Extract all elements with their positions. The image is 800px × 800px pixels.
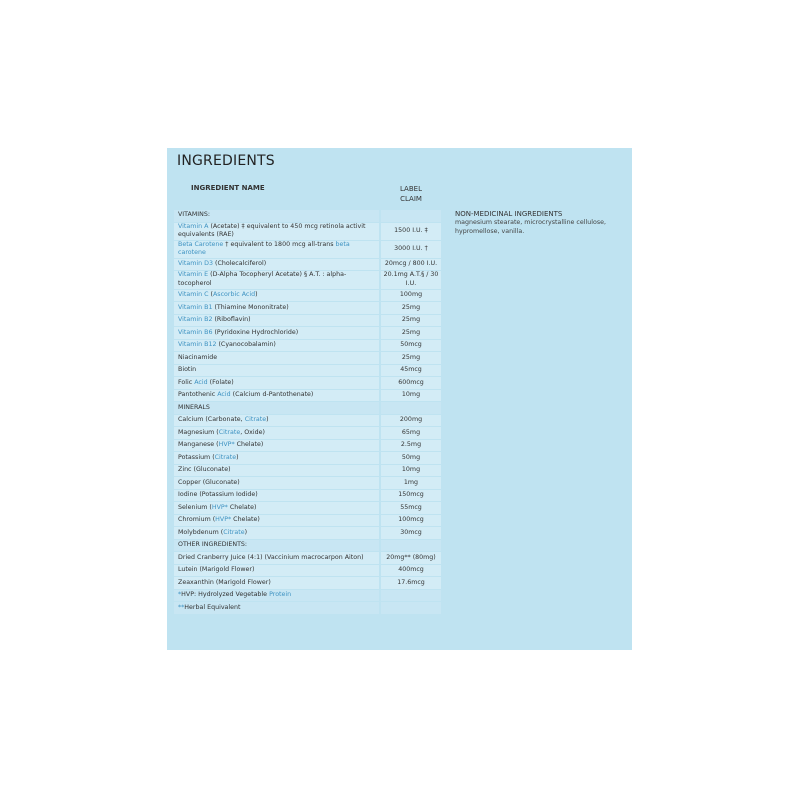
label-claim-cell: 10mg <box>381 390 441 403</box>
ingredient-name-text <box>178 516 260 525</box>
name-fragment: Dried Cranberry Juice (4:1) (Vaccinium macrocarpon Aiton) <box>178 553 364 561</box>
label-claim-cell: 150mcg <box>381 490 441 503</box>
ingredient-name-cell <box>174 590 379 603</box>
ingredient-name-cell <box>174 577 379 590</box>
ingredient-name-text <box>178 479 240 488</box>
table-row <box>174 527 441 540</box>
name-fragment: Chromium ( <box>178 516 216 524</box>
label-claim-cell: 400mcg <box>381 565 441 578</box>
name-fragment: † equivalent to 1800 mcg all-trans <box>223 240 336 248</box>
name-fragment: Chelate) <box>227 503 257 511</box>
name-fragment: Chelate) <box>234 441 264 449</box>
highlighted-term: Vitamin B1 <box>178 303 213 311</box>
label-claim-cell: 20mcg / 800 I.U. <box>381 259 441 272</box>
column-header-label-claim <box>381 184 441 204</box>
label-claim-cell: 20.1mg A.T.§ / 30 I.U. <box>381 271 441 289</box>
highlighted-term: Vitamin B2 <box>178 316 213 324</box>
ingredient-name-cell <box>174 477 379 490</box>
ingredient-name-cell <box>174 390 379 403</box>
label-claim-cell <box>381 540 441 553</box>
name-fragment: ) <box>236 453 239 461</box>
ingredient-name-text <box>178 329 298 338</box>
label-claim-cell: 1500 I.U. ‡ <box>381 223 441 241</box>
name-fragment: ) <box>244 528 248 536</box>
ingredient-name-text <box>178 260 266 269</box>
highlighted-term: Vitamin E <box>178 271 209 279</box>
name-fragment: (Pyridoxine Hydrochloride) <box>212 328 299 336</box>
ingredient-name-text <box>178 366 196 375</box>
label-claim-cell <box>381 590 441 603</box>
ingredient-name-text <box>178 429 265 438</box>
ingredient-name-cell <box>174 327 379 340</box>
highlighted-term: Protein <box>269 591 292 599</box>
ingredient-name-text <box>178 454 239 463</box>
column-header-ingredient-name: INGREDIENT NAME <box>191 184 265 192</box>
highlighted-term: ** <box>178 603 185 611</box>
column-header-claim-line2: CLAIM <box>400 195 422 203</box>
table-row <box>174 452 441 465</box>
ingredient-name-text <box>178 541 247 550</box>
table-row <box>174 502 441 515</box>
label-claim-cell: 30mcg <box>381 527 441 540</box>
name-fragment: (Thiamine Mononitrate) <box>212 303 289 311</box>
name-fragment: OTHER INGREDIENTS: <box>178 541 248 549</box>
table-row <box>174 552 441 565</box>
ingredient-name-cell <box>174 402 379 415</box>
highlighted-term: Citrate <box>244 416 267 424</box>
label-claim-cell <box>381 602 441 615</box>
name-fragment: ( <box>208 291 213 299</box>
label-claim-cell: 25mg <box>381 352 441 365</box>
table-row <box>174 440 441 453</box>
table-row <box>174 490 441 503</box>
label-claim-cell: 25mg <box>381 302 441 315</box>
highlighted-term: Vitamin D3 <box>178 260 213 268</box>
ingredient-name-cell <box>174 452 379 465</box>
table-row <box>174 259 441 272</box>
name-fragment: Chelate) <box>231 516 260 524</box>
ingredient-name-text <box>178 416 269 425</box>
ingredient-name-text <box>178 291 258 300</box>
label-claim-cell: 25mg <box>381 327 441 340</box>
table-row <box>174 565 441 578</box>
highlighted-term: Acid <box>194 378 208 386</box>
table-row <box>174 365 441 378</box>
name-fragment: MINERALS <box>178 403 210 411</box>
highlighted-term: HVP* <box>218 441 235 449</box>
ingredient-name-cell <box>174 377 379 390</box>
label-claim-cell: 100mcg <box>381 515 441 528</box>
ingredient-name-cell <box>174 527 379 540</box>
section-row <box>174 540 441 553</box>
ingredient-name-cell <box>174 565 379 578</box>
ingredient-name-text <box>178 304 289 313</box>
name-fragment: Iodine (Potassium Iodide) <box>178 491 258 499</box>
highlighted-term: Citrate <box>214 453 237 461</box>
footnote-row <box>174 590 441 603</box>
name-fragment: , Oxide) <box>240 428 265 436</box>
label-claim-cell: 600mcg <box>381 377 441 390</box>
table-row <box>174 427 441 440</box>
panel-title: INGREDIENTS <box>177 153 275 169</box>
highlighted-term: * <box>178 591 182 599</box>
ingredient-name-cell <box>174 540 379 553</box>
label-claim-cell <box>381 402 441 415</box>
table-row <box>174 271 441 289</box>
ingredient-name-text <box>178 354 217 363</box>
ingredient-name-cell <box>174 365 379 378</box>
ingredient-name-cell <box>174 502 379 515</box>
column-header-claim-line1: LABEL <box>400 185 422 193</box>
non-medicinal-ingredients <box>455 210 630 236</box>
label-claim-cell: 50mcg <box>381 340 441 353</box>
ingredient-name-cell <box>174 241 379 259</box>
label-claim-cell: 20mg** (80mg) <box>381 552 441 565</box>
ingredient-name-cell <box>174 490 379 503</box>
name-fragment: Zinc (Gluconate) <box>178 466 231 474</box>
ingredient-name-cell <box>174 271 379 289</box>
table-row <box>174 390 441 403</box>
name-fragment: Selenium ( <box>178 503 212 511</box>
ingredient-name-cell <box>174 602 379 615</box>
section-row <box>174 402 441 415</box>
ingredient-name-text <box>178 591 291 600</box>
name-fragment: (Riboflavin) <box>212 316 251 324</box>
ingredient-name-text <box>178 379 234 388</box>
ingredient-name-text <box>178 441 263 450</box>
table-row <box>174 577 441 590</box>
label-claim-cell: 65mg <box>381 427 441 440</box>
label-claim-cell: 10mg <box>381 465 441 478</box>
ingredient-name-text <box>178 391 313 400</box>
ingredient-name-cell <box>174 515 379 528</box>
ingredient-name-cell <box>174 465 379 478</box>
ingredient-name-text <box>178 341 276 350</box>
table-row <box>174 415 441 428</box>
ingredient-name-cell <box>174 427 379 440</box>
name-fragment: Lutein (Marigold Flower) <box>178 566 255 574</box>
highlighted-term: Vitamin C <box>178 291 209 299</box>
ingredient-name-text <box>178 404 210 413</box>
highlighted-term: HVP* <box>211 503 228 511</box>
table-row <box>174 377 441 390</box>
name-fragment: VITAMINS: <box>178 211 210 219</box>
label-claim-cell: 17.6mcg <box>381 577 441 590</box>
ingredient-name-cell <box>174 440 379 453</box>
non-medicinal-text: magnesium stearate, microcrystalline cellulose, hypromellose, vanilla. <box>455 219 607 235</box>
name-fragment: (Cyanocobalamin) <box>216 341 276 349</box>
footnote-row <box>174 602 441 615</box>
table-row <box>174 515 441 528</box>
table-row <box>174 352 441 365</box>
label-claim-cell: 25mg <box>381 315 441 328</box>
name-fragment: Calcium (Carbonate, <box>178 416 245 424</box>
ingredient-name-text <box>178 566 254 575</box>
label-claim-cell <box>381 210 441 223</box>
name-fragment: Molybdenum ( <box>178 528 224 536</box>
non-medicinal-title: NON-MEDICINAL INGREDIENTS <box>455 210 563 218</box>
highlighted-term: HVP* <box>215 516 232 524</box>
ingredient-name-cell <box>174 259 379 272</box>
section-row <box>174 210 441 223</box>
name-fragment: (Folate) <box>207 378 234 386</box>
name-fragment: Folic <box>178 378 195 386</box>
ingredient-name-text <box>178 529 247 538</box>
table-row <box>174 241 441 259</box>
label-claim-cell: 1mg <box>381 477 441 490</box>
label-claim-cell: 3000 I.U. † <box>381 241 441 259</box>
name-fragment: Manganese ( <box>178 441 219 449</box>
ingredient-name-cell <box>174 302 379 315</box>
ingredient-name-cell <box>174 223 379 241</box>
ingredient-name-text <box>178 466 231 475</box>
highlighted-term: Vitamin B6 <box>178 328 213 336</box>
name-fragment: ) <box>266 416 269 424</box>
table-row <box>174 477 441 490</box>
ingredient-name-cell <box>174 415 379 428</box>
name-fragment: Herbal Equivalent <box>184 603 241 611</box>
name-fragment: Copper (Gluconate) <box>178 478 240 486</box>
table-row <box>174 465 441 478</box>
table-row <box>174 223 441 241</box>
name-fragment: Zeaxanthin (Marigold Flower) <box>178 578 271 586</box>
label-claim-cell: 100mg <box>381 290 441 303</box>
label-claim-cell: 50mg <box>381 452 441 465</box>
label-claim-cell: 45mcg <box>381 365 441 378</box>
ingredient-name-cell <box>174 552 379 565</box>
ingredient-name-cell <box>174 315 379 328</box>
ingredient-name-cell <box>174 340 379 353</box>
highlighted-term: Citrate <box>223 528 245 536</box>
ingredients-table <box>174 210 441 615</box>
highlighted-term: beta carotene <box>178 240 350 257</box>
ingredient-name-text <box>178 223 376 240</box>
ingredient-name-text <box>178 504 257 513</box>
ingredient-name-cell <box>174 290 379 303</box>
highlighted-term: Vitamin B12 <box>178 341 217 349</box>
ingredient-name-cell <box>174 210 379 223</box>
ingredient-name-text <box>178 316 251 325</box>
table-row <box>174 327 441 340</box>
ingredient-name-text <box>178 271 376 288</box>
ingredient-name-text <box>178 604 241 613</box>
name-fragment: (D-Alpha Tocopheryl Acetate) § A.T. : alpha-tocopherol <box>178 271 347 287</box>
name-fragment: (Cholecalciferol) <box>212 260 267 268</box>
highlighted-term: Citrate <box>218 428 241 436</box>
name-fragment: Niacinamide <box>178 353 218 361</box>
name-fragment: (Calcium d-Pantothenate) <box>230 391 314 399</box>
ingredients-panel <box>167 148 632 650</box>
name-fragment: (Acetate) ‡ equivalent to 450 mcg retinola activit equivalents (RAE) <box>178 222 366 239</box>
name-fragment: HVP: Hydrolyzed Vegetable <box>181 591 270 599</box>
name-fragment: Magnesium ( <box>178 428 219 436</box>
table-row <box>174 315 441 328</box>
ingredient-name-text <box>178 579 271 588</box>
table-row <box>174 302 441 315</box>
label-claim-cell: 200mg <box>381 415 441 428</box>
name-fragment: Potassium ( <box>178 453 215 461</box>
highlighted-term: Ascorbic Acid <box>213 291 256 299</box>
ingredient-name-cell <box>174 352 379 365</box>
label-claim-cell: 55mcg <box>381 502 441 515</box>
table-row <box>174 340 441 353</box>
name-fragment: Pantothenic <box>178 391 218 399</box>
ingredient-name-text <box>178 211 210 220</box>
highlighted-term: Acid <box>217 391 231 399</box>
name-fragment: Biotin <box>178 366 197 374</box>
ingredient-name-text <box>178 554 364 563</box>
name-fragment: ) <box>255 291 258 299</box>
ingredient-name-text <box>178 491 258 500</box>
highlighted-term: Vitamin A <box>178 222 209 230</box>
ingredient-name-text <box>178 241 376 258</box>
highlighted-term: Beta Carotene <box>178 240 224 248</box>
label-claim-cell: 2.5mg <box>381 440 441 453</box>
table-row <box>174 290 441 303</box>
